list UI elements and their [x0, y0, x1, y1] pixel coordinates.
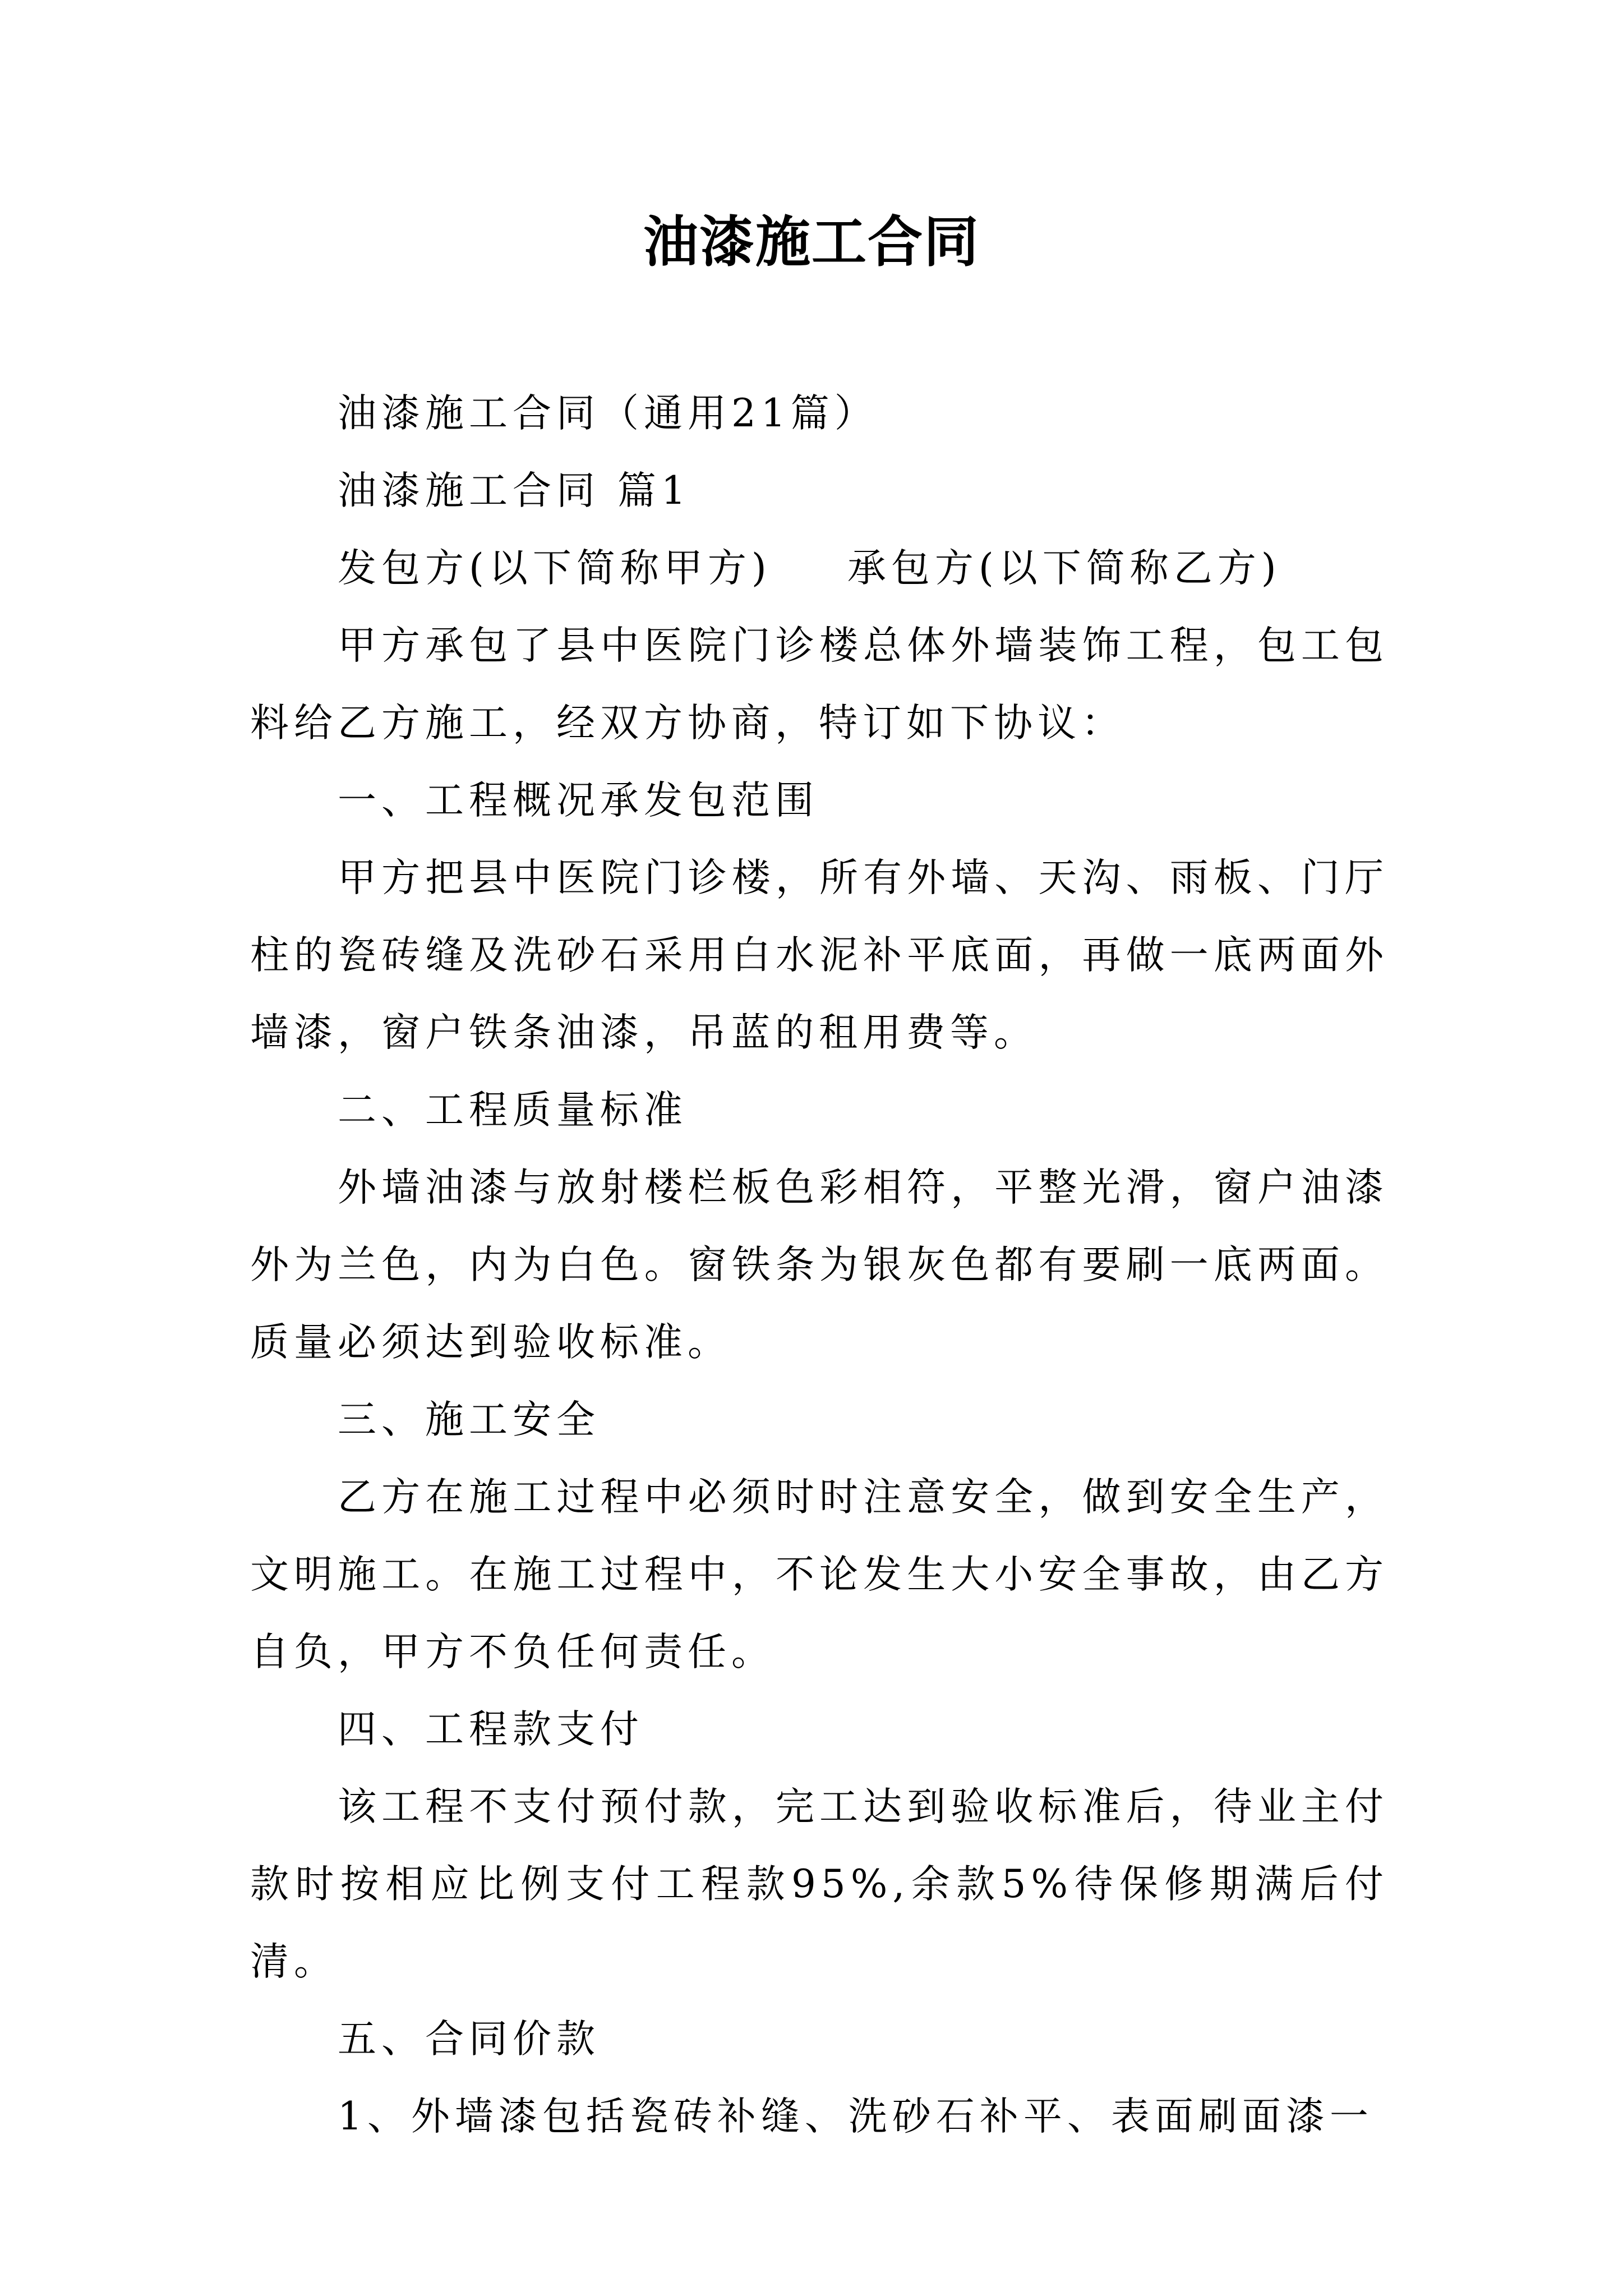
section-body-4: 该工程不支付预付款，完工达到验收标准后，待业主付款时按相应比例支付工程款95%,余款5%待保修期满后付清。 — [250, 1784, 1389, 1984]
paragraph-intro: 甲方承包了县中医院门诊楼总体外墙装饰工程，包工包料给乙方施工，经双方协商，特订如下协议： — [250, 623, 1389, 746]
document-title: 油漆施工合同 — [643, 210, 980, 274]
section-heading-2: 二、工程质量标准 — [338, 1088, 688, 1133]
section-heading-3: 三、施工安全 — [338, 1397, 600, 1442]
paragraph-part-heading: 油漆施工合同 篇1 — [338, 468, 691, 513]
section-heading-1: 一、工程概况承发包范围 — [338, 778, 819, 823]
party-employer: 发包方(以下简称甲方) — [338, 546, 772, 591]
party-contractor: 承包方(以下简称乙方) — [847, 546, 1281, 591]
section-heading-4: 四、工程款支付 — [338, 1707, 644, 1752]
section-body-3: 乙方在施工过程中必须时时注意安全，做到安全生产，文明施工。在施工过程中，不论发生大小安全事故，由乙方自负，甲方不负任何责任。 — [250, 1475, 1389, 1674]
paragraph-subtitle: 油漆施工合同（通用21篇） — [338, 391, 878, 436]
section-body-5-item-1: 1、外墙漆包括瓷砖补缝、洗砂石补平、表面刷面漆一 — [338, 2094, 1373, 2139]
section-body-1: 甲方把县中医院门诊楼，所有外墙、天沟、雨板、门厅柱的瓷砖缝及洗砂石采用白水泥补平底面，再做一底两面外墙漆，窗户铁条油漆，吊蓝的租用费等。 — [250, 855, 1389, 1055]
document-body — [250, 375, 1389, 2155]
section-heading-5: 五、合同价款 — [338, 2017, 600, 2062]
paragraph-parties — [250, 530, 1389, 607]
section-body-2: 外墙油漆与放射楼栏板色彩相符，平整光滑，窗户油漆外为兰色，内为白色。窗铁条为银灰色都有要刷一底两面。质量必须达到验收标准。 — [250, 1165, 1389, 1365]
